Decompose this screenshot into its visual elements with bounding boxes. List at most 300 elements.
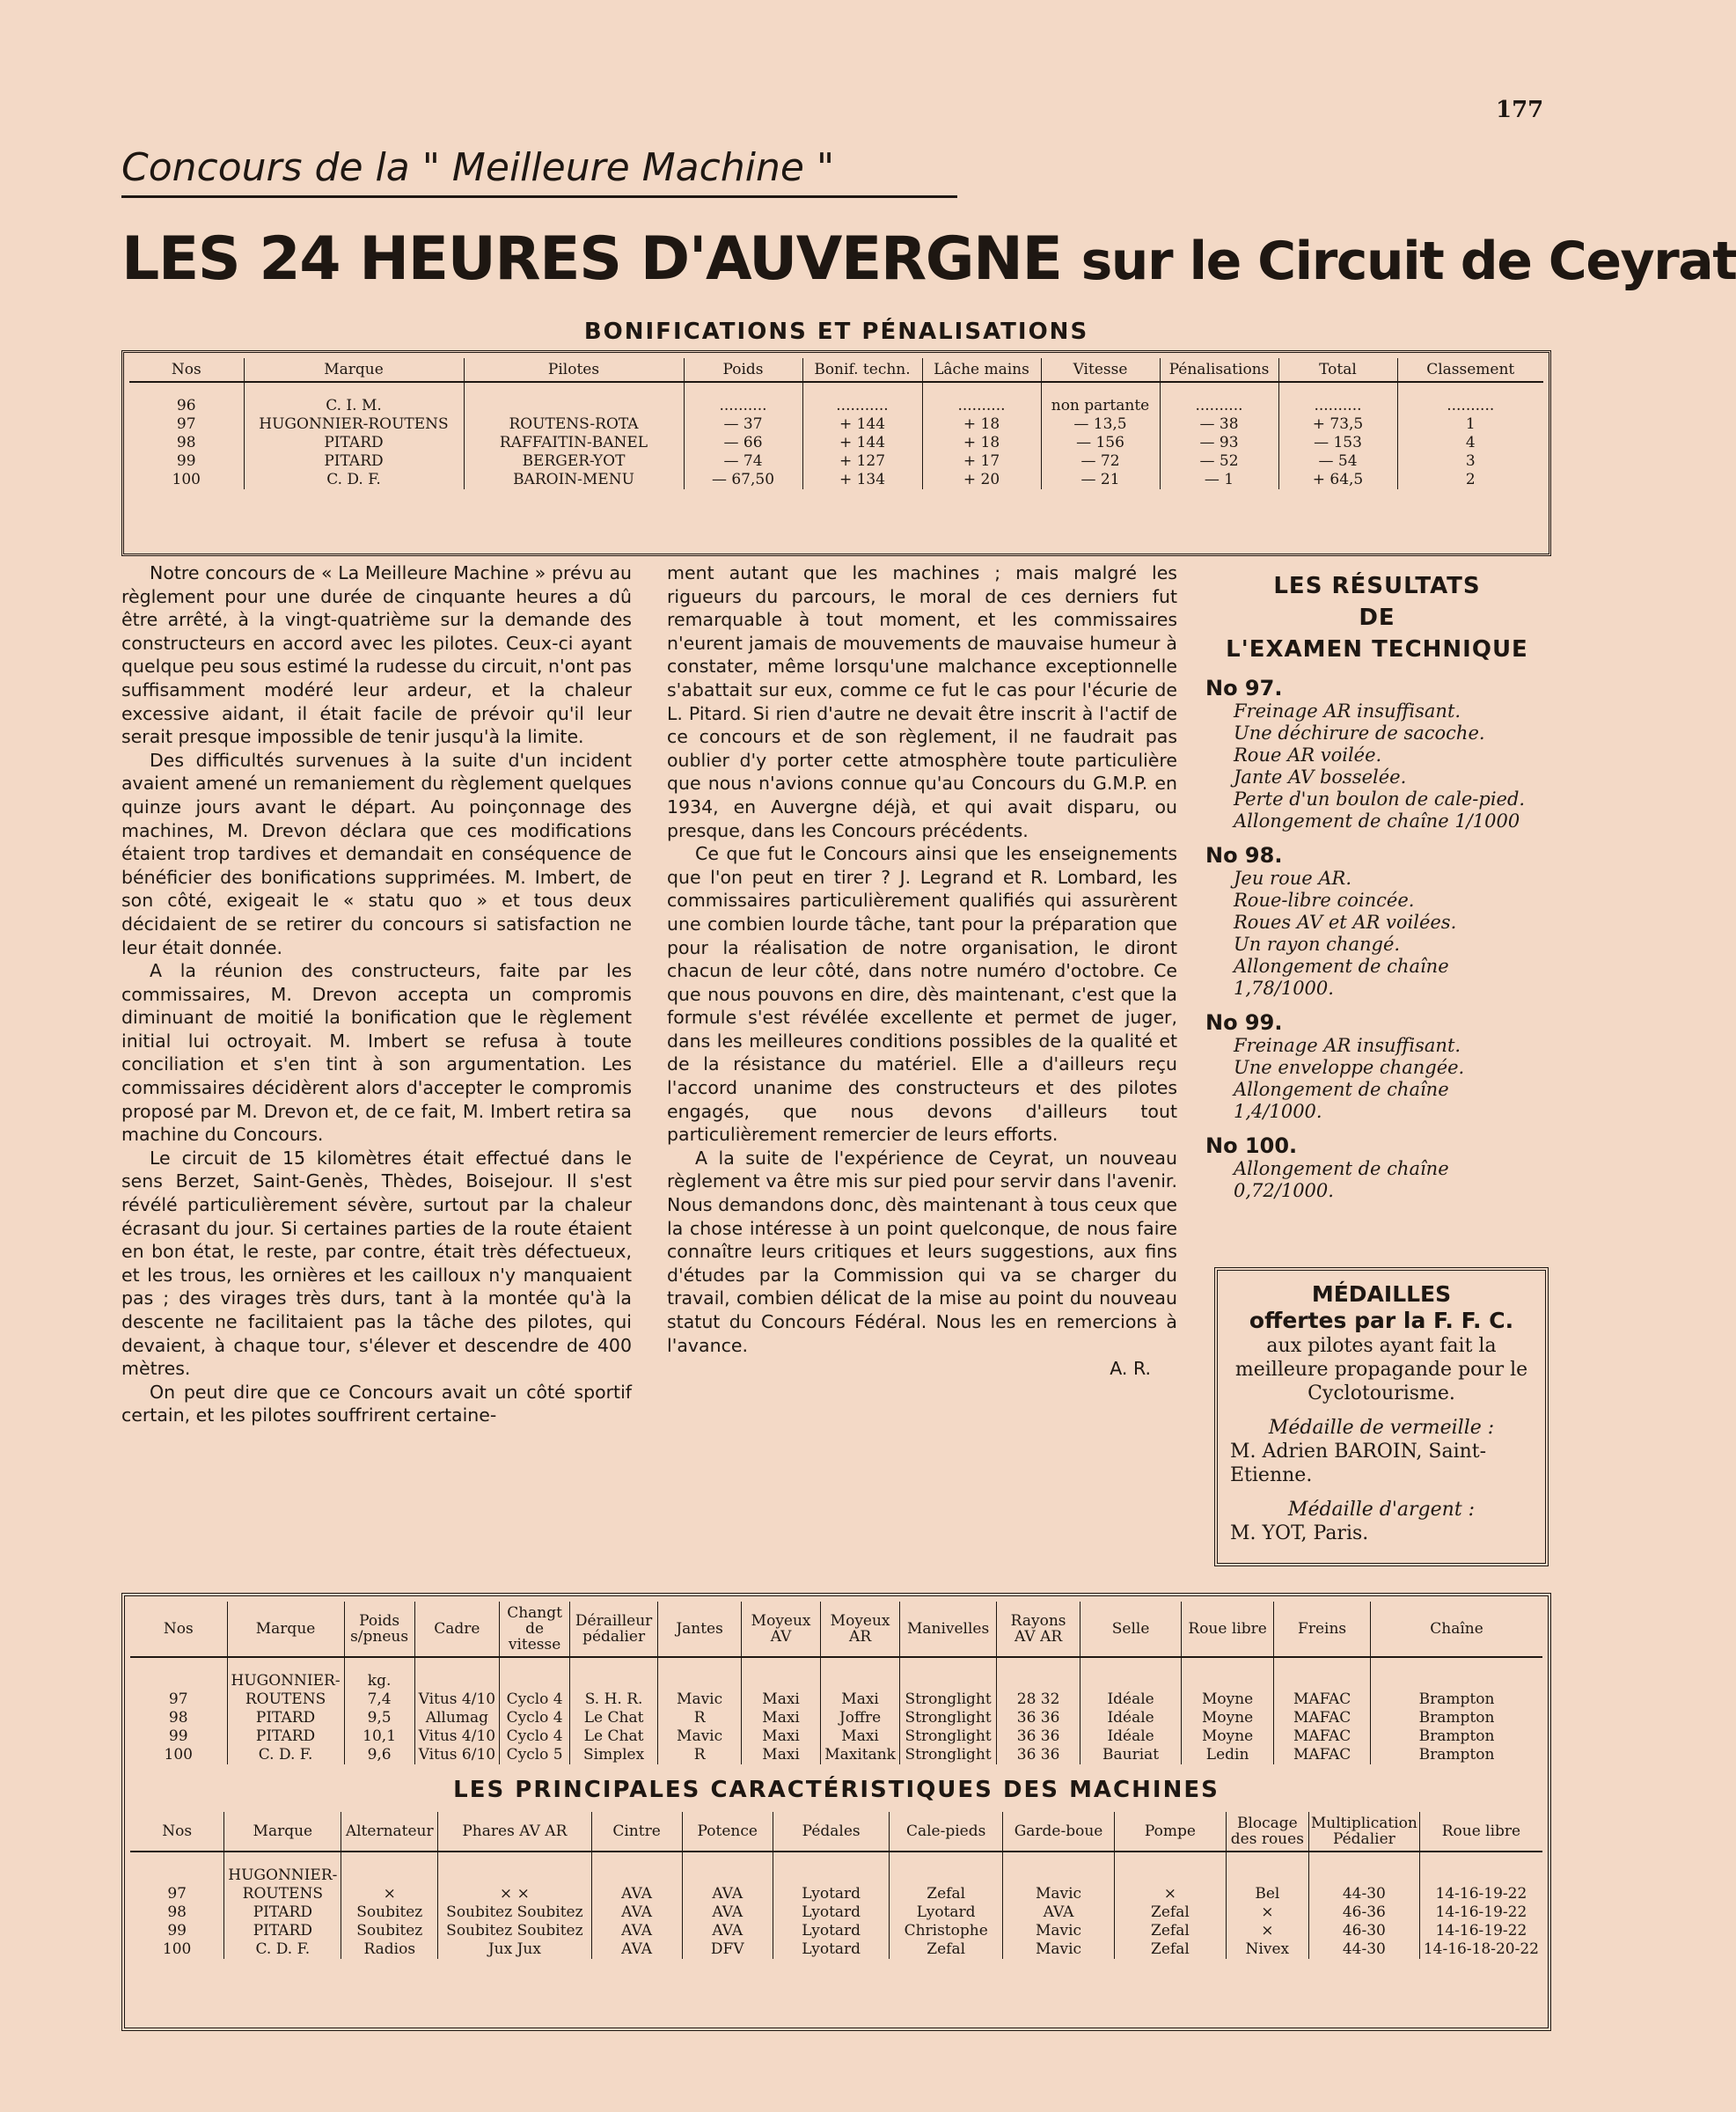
article-paragraph: Ce que fut le Concours ainsi que les enseignements que l'on peut en tirer ? J. Legrand et R. Lombard, les commissaires particulièrement qualifiés qui assurèrent une combien lourde tâche, tant pour la préparation que pour la réalisation de notre organisation, le diront chacun de leur côté, dans notre numéro d'octobre. Ce que nous pouvons en dire, dès maintenant, c'est que la formule s'est révélée excellente et permet de juger, dans les meilleures conditions possibles de la qualité et de la résistance du matériel. Elle a d'ailleurs reçu l'accord unanime des constructeurs et des pilotes engagés, que nous devons d'ailleurs tout particulièrement remercier de leurs efforts. (667, 843, 1177, 1146)
column-header: Moyeux AV (742, 1602, 821, 1657)
medals-title: MÉDAILLES (1311, 1281, 1452, 1307)
table-cell: 3 (1465, 452, 1476, 470)
table-cell: Maxi (742, 1746, 821, 1764)
table-cell: 46-36 (1308, 1903, 1419, 1922)
column-header: Bonif. techn. (802, 358, 922, 382)
column-header: Lâche mains (922, 358, 1041, 382)
table-cell: 14-16-19-22 (1435, 1885, 1527, 1903)
table-cell: ROUTENS-ROTA (464, 415, 684, 434)
table-cell: — 66 (684, 434, 802, 452)
column-header: Blocage des roues (1226, 1812, 1308, 1852)
bonifications-title: BONIFICATIONS ET PÉNALISATIONS (583, 319, 1089, 345)
table-cell: 9,5 (344, 1709, 414, 1727)
result-line: Perte d'un boulon de cale-pied. (1234, 788, 1526, 810)
table-cell: 14-16-18-20-22 (1423, 1940, 1539, 1958)
table-cell: — 52 (1160, 452, 1278, 471)
column-header: Pompe (1114, 1812, 1226, 1852)
column-header: Jantes (658, 1602, 742, 1657)
table-cell: Idéale (1080, 1727, 1182, 1746)
silver-winner: M. YOT, Paris. (1230, 1522, 1369, 1544)
table-cell: Moyne (1182, 1709, 1274, 1727)
result-line: Allongement de chaîne (1234, 956, 1449, 977)
table-cell: .......... (1447, 397, 1495, 414)
table-cell (591, 1866, 682, 1885)
table-cell: × (1226, 1922, 1308, 1940)
table-row (129, 471, 1543, 489)
table-cell: Maxi (742, 1727, 821, 1746)
result-number: No 97. (1205, 676, 1283, 700)
table-cell: — 1 (1160, 471, 1278, 489)
result-line: 1,78/1000. (1234, 978, 1334, 999)
table-cell (1080, 1672, 1182, 1690)
table-cell: 44-30 (1308, 1940, 1419, 1959)
machines-table-1 (130, 1602, 1542, 1764)
table-cell: Brampton (1418, 1746, 1495, 1764)
table-cell: Vitus 4/10 (414, 1727, 500, 1746)
table-cell: 97 (129, 415, 244, 434)
result-line: Une enveloppe changée. (1234, 1057, 1465, 1078)
table-cell: + 127 (802, 452, 922, 471)
table-cell: Cyclo 4 (500, 1727, 570, 1746)
table-cell: Idéale (1080, 1690, 1182, 1709)
table-cell (1182, 1672, 1274, 1690)
table-cell: HUGONNIER- (224, 1866, 341, 1885)
table-cell: ROUTENS (227, 1690, 344, 1709)
machines-table-2 (130, 1812, 1542, 1959)
table-cell: AVA (591, 1940, 682, 1959)
table-cell: Cyclo 4 (500, 1709, 570, 1727)
table-cell: Lyotard (773, 1922, 890, 1940)
machines-box (121, 1593, 1551, 2031)
table-cell: AVA (682, 1922, 773, 1940)
table-cell: PITARD (227, 1709, 344, 1727)
table-cell: Zefal (890, 1940, 1003, 1959)
table-cell: × (341, 1885, 438, 1903)
table-cell: PITARD (244, 452, 464, 471)
table-cell (658, 1672, 742, 1690)
table-cell: — 72 (1041, 452, 1160, 471)
table-cell: MAFAC (1274, 1746, 1371, 1764)
table-cell: Allumag (414, 1709, 500, 1727)
silver-label: Médaille d'argent : (1287, 1499, 1476, 1521)
table-cell: Mavic (658, 1690, 742, 1709)
table-cell: kg. (344, 1672, 414, 1690)
table-cell: Bauriat (1080, 1746, 1182, 1764)
table-cell (890, 1866, 1003, 1885)
result-line: Allongement de chaîne (1234, 1158, 1449, 1179)
table-cell: Lyotard (773, 1885, 890, 1903)
table-cell: Moyne (1182, 1727, 1274, 1746)
column-header: Pilotes (464, 358, 684, 382)
header-line: Concours de la " Meilleure Machine " (121, 145, 957, 198)
table-cell: + 18 (922, 434, 1041, 452)
column-header: Garde-boue (1003, 1812, 1115, 1852)
table-row (130, 1922, 1542, 1940)
signature: A. R. (1110, 1358, 1151, 1380)
table-cell: 36 36 (997, 1709, 1080, 1727)
table-cell: Stronglight (900, 1727, 997, 1746)
article-paragraph: A la suite de l'expérience de Ceyrat, un nouveau règlement va être mis sur pied pour servir dans l'avenir. Nous demandons donc, dès maintenant à tous ceux que la chose intéresse à un point quelconque, de nous faire connaître leurs critiques et leurs suggestions, aux fins d'études par la Commission qui va se charger du travail, combien délicat de la mise au point du nouveau statut du Concours Fédéral. Nous les en remercions à l'avance. (667, 1147, 1177, 1356)
medals-subtitle: offertes par la F. F. C. (1249, 1308, 1514, 1333)
column-header: Nos (129, 358, 244, 382)
table-cell (773, 1866, 890, 1885)
article-column-2 (667, 561, 1177, 1381)
table-cell (130, 1672, 227, 1690)
table-cell: BAROIN-MENU (464, 471, 684, 489)
technical-results (1205, 570, 1549, 1202)
table-cell: ROUTENS (224, 1885, 341, 1903)
table-cell: .......... (1278, 397, 1397, 415)
table-cell (130, 1866, 224, 1885)
result-line: Jeu roue AR. (1234, 868, 1352, 889)
table-row (129, 434, 1543, 452)
table-cell: AVA (591, 1903, 682, 1922)
result-line: Roue-libre coincée. (1234, 890, 1415, 911)
table-cell (1419, 1866, 1542, 1885)
vermeil-winner: M. Adrien BAROIN, Saint-Etienne. (1230, 1441, 1487, 1486)
table-cell: .......... (684, 397, 802, 415)
table-cell (821, 1672, 900, 1690)
table-cell: Nivex (1226, 1940, 1308, 1959)
column-header: Roue libre (1419, 1812, 1542, 1852)
table-cell (438, 1866, 592, 1885)
table-cell: 100 (130, 1746, 227, 1764)
table-cell: Maxi (821, 1690, 900, 1709)
column-header: Rayons AV AR (997, 1602, 1080, 1657)
table-cell: Bel (1226, 1885, 1308, 1903)
medals-box (1214, 1267, 1549, 1566)
table-row (130, 1903, 1542, 1922)
table-cell: 7,4 (344, 1690, 414, 1709)
table-cell: — 156 (1041, 434, 1160, 452)
table-cell: AVA (682, 1885, 773, 1903)
table-cell: + 144 (802, 434, 922, 452)
result-line: Allongement de chaîne 1/1000 (1234, 810, 1520, 832)
table-cell: + 17 (922, 452, 1041, 471)
table-row (130, 1727, 1542, 1746)
table-cell: HUGONNIER-ROUTENS (244, 415, 464, 434)
column-header: Chaîne (1371, 1602, 1542, 1657)
table-cell: + 20 (922, 471, 1041, 489)
table-cell: Simplex (570, 1746, 658, 1764)
table-cell: Le Chat (570, 1709, 658, 1727)
machines-title: LES PRINCIPALES CARACTÉRISTIQUES DES MACHINES (453, 1777, 1220, 1803)
table-cell: 97 (130, 1690, 227, 1709)
table-cell: PITARD (227, 1727, 344, 1746)
table-cell: Zefal (1114, 1940, 1226, 1959)
table-cell: + 18 (922, 415, 1041, 434)
title-rest: sur le Circuit de Ceyrat (1080, 231, 1736, 292)
article-paragraph: Des difficultés survenues à la suite d'un incident avaient amené un remaniement du règlement quelques quinze jours avant le départ. Au poinçonnage des machines, M. Drevon déclara que ces modifications étaient trop tardives et demandait en conséquence de bénéficier des bonifications supprimées. M. Imbert, de son côté, exigeait le « statu quo » et tous deux décidaient de se retirer du concours si satisfaction ne leur était donnée. (121, 749, 632, 958)
table-cell (682, 1866, 773, 1885)
article-paragraph: On peut dire que ce Concours avait un côté sportif certain, et les pilotes souffrirent certaine- (121, 1381, 632, 1426)
column-header: Marque (224, 1812, 341, 1852)
table-cell: Zefal (1114, 1903, 1226, 1922)
column-header: Pédales (773, 1812, 890, 1852)
table-cell (997, 1672, 1080, 1690)
column-header: Roue libre (1182, 1602, 1274, 1657)
table-cell (900, 1672, 997, 1690)
table-cell (1274, 1672, 1371, 1690)
table-cell: 100 (130, 1940, 224, 1959)
table-cell (500, 1672, 570, 1690)
medals-description: aux pilotes ayant fait la meilleure propagande pour le Cyclotourisme. (1234, 1335, 1528, 1404)
table-cell (341, 1866, 438, 1885)
table-cell: C. I. M. (244, 397, 464, 415)
table-cell: × × (438, 1885, 592, 1903)
table-cell: + 134 (802, 471, 922, 489)
table-cell: Lyotard (773, 1940, 890, 1959)
table-cell: Mavic (1003, 1885, 1115, 1903)
table-cell: × (1114, 1885, 1226, 1903)
table-cell: AVA (682, 1903, 773, 1922)
table-cell: 100 (129, 471, 244, 489)
results-title: LES RÉSULTATS (1273, 573, 1481, 599)
table-cell: 99 (130, 1922, 224, 1940)
column-header: Cadre (414, 1602, 500, 1657)
table-cell: R (658, 1746, 742, 1764)
column-header: Total (1278, 358, 1397, 382)
column-header: Marque (244, 358, 464, 382)
table-cell: 98 (129, 434, 244, 452)
column-header: Potence (682, 1812, 773, 1852)
table-cell: 9,6 (344, 1746, 414, 1764)
table-row (129, 452, 1543, 471)
column-header: Alternateur (341, 1812, 438, 1852)
column-header: Marque (227, 1602, 344, 1657)
result-line: 1,4/1000. (1234, 1101, 1322, 1122)
table-cell: PITARD (244, 434, 464, 452)
table-cell: Stronglight (900, 1709, 997, 1727)
article-paragraph: Le circuit de 15 kilomètres était effectué dans le sens Berzet, Saint-Genès, Thèdes, Boisejour. Il s'est révélé particulièrement sévère, surtout par la chaleur écrasant du jour. Si certaines parties de la route étaient en bon état, le reste, par contre, était très défectueux, et les trous, les ornières et les cailloux n'y manquaient pas ; des virages très durs, tant à la montée qu'à la descente ne facilitaient pas la tâche des pilotes, qui devaient, à chaque tour, s'élever et descendre de 400 mètres. (121, 1147, 632, 1380)
main-title (121, 224, 1736, 294)
table-cell: MAFAC (1274, 1709, 1371, 1727)
column-header: Manivelles (900, 1602, 997, 1657)
result-line: Roue AR voilée. (1234, 744, 1382, 766)
column-header: Nos (130, 1602, 227, 1657)
table-cell: Vitus 6/10 (414, 1746, 500, 1764)
table-cell: 36 36 (997, 1727, 1080, 1746)
table-cell: Mavic (1003, 1940, 1115, 1959)
column-header: Vitesse (1041, 358, 1160, 382)
table-cell: MAFAC (1274, 1727, 1371, 1746)
table-row (130, 1690, 1542, 1709)
table-cell: Cyclo 5 (500, 1746, 570, 1764)
table-cell: 98 (130, 1709, 227, 1727)
table-row (130, 1885, 1542, 1903)
table-cell: AVA (591, 1922, 682, 1940)
column-header: Selle (1080, 1602, 1182, 1657)
table-cell: — 74 (684, 452, 802, 471)
table-cell: AVA (1003, 1903, 1115, 1922)
table-cell: ........... (802, 397, 922, 415)
table-cell: S. H. R. (570, 1690, 658, 1709)
result-line: Freinage AR insuffisant. (1234, 1035, 1461, 1056)
table-cell: Maxi (742, 1690, 821, 1709)
column-header: Poids s/pneus (344, 1602, 414, 1657)
table-cell: PITARD (224, 1903, 341, 1922)
table-cell: + 64,5 (1278, 471, 1397, 489)
results-title: DE (1359, 605, 1395, 631)
title-main: LES 24 HEURES D'AUVERGNE (121, 224, 1062, 294)
column-header: Cale-pieds (890, 1812, 1003, 1852)
table-row (130, 1709, 1542, 1727)
bonifications-box (121, 350, 1551, 556)
result-line: Allongement de chaîne (1234, 1079, 1449, 1100)
table-cell: .......... (922, 397, 1041, 415)
table-cell: 46-30 (1308, 1922, 1419, 1940)
column-header: Dérailleur pédalier (570, 1602, 658, 1657)
column-header: Moyeux AR (821, 1602, 900, 1657)
table-cell: Soubitez (341, 1922, 438, 1940)
column-header: Poids (684, 358, 802, 382)
column-header: Nos (130, 1812, 224, 1852)
table-cell: — 13,5 (1041, 415, 1160, 434)
table-cell: C. D. F. (244, 471, 464, 489)
table-cell: × (1226, 1903, 1308, 1922)
article-column-1 (121, 561, 632, 1427)
table-cell: Stronglight (900, 1690, 997, 1709)
table-row (129, 415, 1543, 434)
table-cell: Brampton (1418, 1727, 1495, 1745)
table-cell: Ledin (1182, 1746, 1274, 1764)
table-cell: Maxi (742, 1709, 821, 1727)
table-cell (1226, 1866, 1308, 1885)
table-cell: Zefal (890, 1885, 1003, 1903)
table-cell (1114, 1866, 1226, 1885)
table-cell: Mavic (1003, 1922, 1115, 1940)
table-cell: DFV (682, 1940, 773, 1959)
table-cell: 4 (1465, 434, 1476, 451)
column-header: Pénalisations (1160, 358, 1278, 382)
article-paragraph: ment autant que les machines ; mais malgré les rigueurs du parcours, le moral de ces derniers fut remarquable à tout moment, et les commissaires n'eurent jamais de mouvements de mauvaise humeur à constater, même lorsqu'une malchance exceptionnelle s'abattait sur eux, comme ce fut le cas pour l'écurie de L. Pitard. Si rien d'autre ne devait être inscrit à l'actif de ce concours et de son règlement, il ne faudrait pas oublier d'y porter cette atmosphère toute particulière que nous n'avions connue qu'au Concours du G.M.P. en 1934, en Auvergne déjà, et qui avait disparu, ou presque, dans les Concours précédents. (667, 562, 1177, 841)
table-cell: Zefal (1114, 1922, 1226, 1940)
column-header: Multiplication Pédalier (1308, 1812, 1419, 1852)
table-cell (742, 1672, 821, 1690)
table-cell: + 144 (802, 415, 922, 434)
result-line: Freinage AR insuffisant. (1234, 700, 1461, 722)
table-cell: 14-16-19-22 (1435, 1922, 1527, 1940)
table-row (130, 1672, 1542, 1690)
table-cell: Maxi (821, 1727, 900, 1746)
table-cell: Brampton (1418, 1690, 1495, 1708)
table-cell: Maxitank (821, 1746, 900, 1764)
table-cell: 10,1 (344, 1727, 414, 1746)
table-cell: Brampton (1418, 1709, 1495, 1727)
table-cell: Soubitez Soubitez (438, 1922, 592, 1940)
table-cell: 1 (1465, 415, 1476, 433)
table-cell: Soubitez (341, 1903, 438, 1922)
table-cell: PITARD (224, 1922, 341, 1940)
table-row (130, 1866, 1542, 1885)
table-cell: 36 36 (997, 1746, 1080, 1764)
table-cell: 97 (130, 1885, 224, 1903)
table-cell: 96 (129, 397, 244, 415)
table-cell: 28 32 (997, 1690, 1080, 1709)
table-cell: 99 (129, 452, 244, 471)
column-header: Freins (1274, 1602, 1371, 1657)
table-cell: non partante (1041, 397, 1160, 415)
result-line: Un rayon changé. (1234, 934, 1401, 955)
table-cell: — 37 (684, 415, 802, 434)
table-row (130, 1746, 1542, 1764)
table-cell: 2 (1465, 471, 1476, 488)
table-cell (1371, 1672, 1542, 1690)
table-cell: AVA (591, 1885, 682, 1903)
result-line: 0,72/1000. (1234, 1180, 1334, 1201)
table-cell: Mavic (658, 1727, 742, 1746)
column-header: Changt de vitesse (500, 1602, 570, 1657)
table-cell: MAFAC (1274, 1690, 1371, 1709)
table-cell: .......... (1160, 397, 1278, 415)
table-cell: 99 (130, 1727, 227, 1746)
result-number: No 99. (1205, 1010, 1283, 1035)
table-cell: Moyne (1182, 1690, 1274, 1709)
table-cell: Joffre (821, 1709, 900, 1727)
table-cell: Lyotard (773, 1903, 890, 1922)
table-row (130, 1940, 1542, 1959)
results-title: L'EXAMEN TECHNIQUE (1226, 636, 1528, 663)
table-cell: RAFFAITIN-BANEL (464, 434, 684, 452)
table-cell: Idéale (1080, 1709, 1182, 1727)
table-cell: Le Chat (570, 1727, 658, 1746)
result-number: No 100. (1205, 1133, 1298, 1158)
table-row (129, 397, 1543, 415)
table-cell: Lyotard (890, 1903, 1003, 1922)
table-cell: — 93 (1160, 434, 1278, 452)
result-line: Roues AV et AR voilées. (1234, 912, 1457, 933)
table-cell: 44-30 (1308, 1885, 1419, 1903)
table-cell: — 54 (1278, 452, 1397, 471)
table-cell: 14-16-19-22 (1435, 1903, 1527, 1921)
article-paragraph: A la réunion des constructeurs, faite par les commissaires, M. Drevon accepta un compromis diminuant de moitié la bonification que le règlement initial lui octroyait. M. Imbert se refusa à toute conciliation et s'en tint à son argumentation. Les commissaires décidèrent alors d'accepter le compromis proposé par M. Drevon et, de ce fait, M. Imbert retira sa machine du Concours. (121, 960, 632, 1146)
table-cell: R (658, 1709, 742, 1727)
table-cell (414, 1672, 500, 1690)
column-header: Phares AV AR (438, 1812, 592, 1852)
table-cell (464, 397, 684, 415)
table-cell: C. D. F. (224, 1940, 341, 1959)
column-header: Cintre (591, 1812, 682, 1852)
vermeil-label: Médaille de vermeille : (1268, 1417, 1495, 1439)
table-cell: Soubitez Soubitez (438, 1903, 592, 1922)
column-header: Classement (1397, 358, 1543, 382)
result-line: Une déchirure de sacoche. (1234, 722, 1485, 744)
table-cell: — 38 (1160, 415, 1278, 434)
result-line: Jante AV bosselée. (1234, 766, 1407, 788)
table-cell: Jux Jux (438, 1940, 592, 1959)
table-cell: 98 (130, 1903, 224, 1922)
table-cell: — 21 (1041, 471, 1160, 489)
table-cell (570, 1672, 658, 1690)
table-cell: — 153 (1278, 434, 1397, 452)
article-paragraph: Notre concours de « La Meilleure Machine » prévu au règlement pour une durée de cinquante heures a dû être arrêté, à la vingt-quatrième sur la demande des constructeurs en accord avec les pilotes. Ceux-ci ayant quelque peu sous estimé la rudesse du circuit, n'ont pas suffisamment modéré leur ardeur, et la chaleur excessive aidant, il était facile de prévoir qu'il leur serait presque impossible de tenir jusqu'à la limite. (121, 562, 632, 748)
table-cell: HUGONNIER- (227, 1672, 344, 1690)
table-cell: + 73,5 (1278, 415, 1397, 434)
page-number: 177 (1496, 97, 1544, 123)
table-cell: BERGER-YOT (464, 452, 684, 471)
table-cell: Stronglight (900, 1746, 997, 1764)
table-cell: Cyclo 4 (500, 1690, 570, 1709)
table-cell: C. D. F. (227, 1746, 344, 1764)
table-cell: Vitus 4/10 (414, 1690, 500, 1709)
table-cell: — 67,50 (684, 471, 802, 489)
table-cell: Radios (341, 1940, 438, 1959)
bonifications-table (129, 358, 1543, 489)
result-number: No 98. (1205, 843, 1283, 868)
table-cell: Christophe (890, 1922, 1003, 1940)
table-cell (1308, 1866, 1419, 1885)
table-cell (1003, 1866, 1115, 1885)
